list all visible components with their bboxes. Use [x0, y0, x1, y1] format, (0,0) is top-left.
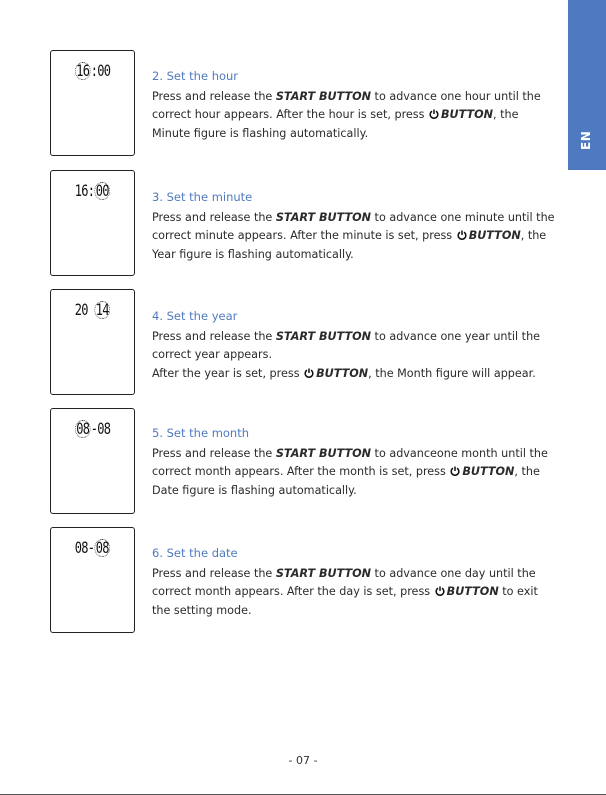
lcd-display	[50, 170, 135, 276]
language-tab	[568, 0, 606, 170]
step-body: Press and release the START BUTTON to advance one hour until the correct hour appears. After the hour is set, press BUTTON, the Minute figure is flashing automatically.	[152, 89, 541, 140]
lcd-readout: 20 14	[74, 300, 109, 319]
flashing-digits: 16	[76, 61, 90, 80]
power-icon	[457, 230, 467, 240]
step-heading: 5. Set the month	[152, 426, 250, 440]
lcd-display	[50, 408, 135, 514]
lcd-readout: 16:00	[76, 61, 111, 80]
flashing-digits: 08	[95, 538, 109, 557]
step-heading: 2. Set the hour	[152, 69, 239, 83]
lcd-readout: 08-08	[76, 419, 111, 438]
power-icon	[435, 586, 445, 596]
flashing-digits: 14	[95, 300, 109, 319]
step-body: Press and release the START BUTTON to advance one minute until the correct minute appears. After the minute is set, press BUTTON, the Year figure is flashing automatically.	[152, 210, 555, 261]
step-heading: 4. Set the year	[152, 309, 238, 323]
flashing-digits: 00	[95, 181, 109, 200]
step-body: Press and release the START BUTTON to advanceone month until the correct month appears. After the month is set, press BUTTON, the Date figure is flashing automatically.	[152, 446, 548, 497]
lcd-readout: 16:00	[74, 181, 109, 200]
lcd-readout: 08-08	[74, 538, 109, 557]
step-body: Press and release the START BUTTON to advance one day until the correct month appears. After the day is set, press BUTTON to exit the setting mode.	[152, 566, 538, 617]
language-label: EN	[579, 130, 593, 150]
step-body: Press and release the START BUTTON to advance one year until the correct year appears. After the year is set, press BUTTON, the Month figure will appear.	[152, 329, 541, 380]
step-heading: 6. Set the date	[152, 546, 238, 560]
lcd-display	[50, 527, 135, 633]
lcd-display	[50, 289, 135, 395]
step-heading: 3. Set the minute	[152, 190, 253, 204]
lcd-display	[50, 50, 135, 156]
flashing-digits: 08	[76, 419, 90, 438]
power-icon	[429, 109, 439, 119]
power-icon	[450, 466, 460, 476]
power-icon	[304, 368, 314, 378]
page-number: - 07 -	[288, 754, 318, 767]
